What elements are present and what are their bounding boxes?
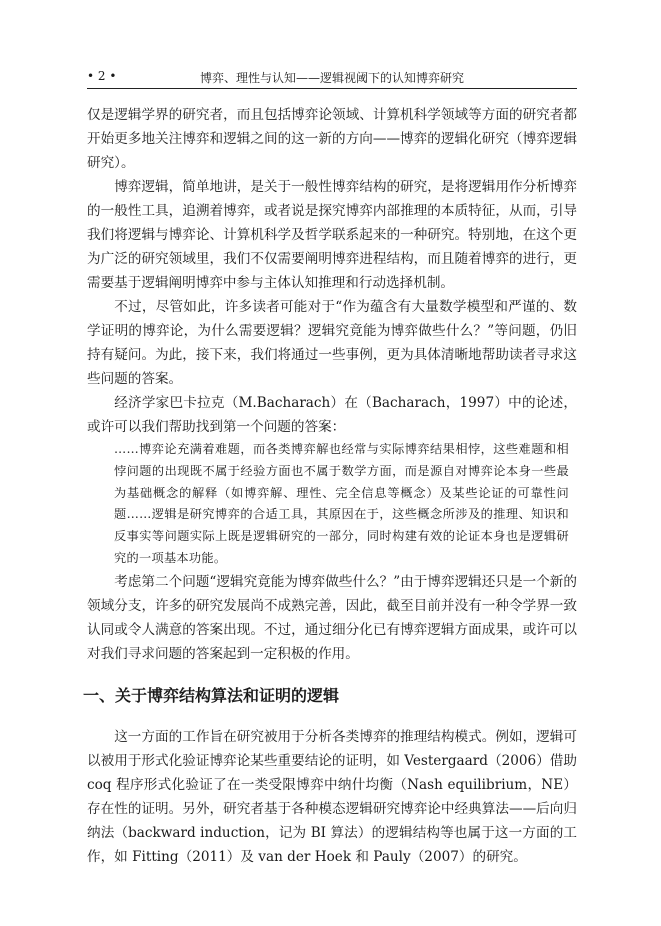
paragraph-section-one: 这一方面的工作旨在研究被用于分析各类博弈的推理结构模式。例如，逻辑可以被用于形式化验证博弈论某些重要结论的证明，如 Vestergaard（2006）借助 coq 程序形式化验证了在一类受限博弈中纳什均衡（Nash equilibrium，NE）存在性的证明。另外，研究者基于各种模态逻辑研究博弈论中经典算法——后向归纳法（backward induction，记为 BI 算法）的逻辑结构等也属于这一方面的工作，如 Fitting（2011）及 van der Hoek 和 Pauly（2007）的研究。 [87, 728, 577, 865]
page-header [87, 66, 577, 89]
body-text [83, 103, 577, 869]
section-heading: 一、关于博弈结构算法和证明的逻辑 [83, 685, 340, 705]
page-number: • 2 • [87, 69, 117, 83]
running-title: 博弈、理性与认知——逻辑视阈下的认知博弈研究 [199, 71, 464, 85]
paragraph-reader-questions: 不过，尽管如此，许多读者可能对于“作为蕴含有大量数学模型和严谨的、数学证明的博弈论，为什么需要逻辑？逻辑究竟能为博弈做些什么？”等问题，仍旧持有疑问。为此，接下来，我们将通过一些事例，更为具体清晰地帮助读者寻求这些问题的答案。 [87, 299, 577, 387]
block-quote-bacharach: ……博弈论充满着难题，而各类博弈解也经常与实际博弈结果相悖，这些难题和相悖问题的出现既不属于经验方面也不属于数学方面，而是源自对博弈论本身一些最为基础概念的解释（如博弈解、理性、完全信息等概念）及某些论证的可靠性问题……逻辑是研究博弈的合适工具，其原因在于，这些概念所涉及的推理、知识和反事实等问题实际上既是逻辑研究的一部分，同时构建有效的论证本身也是逻辑研究的一项基本功能。 [114, 442, 569, 565]
paragraph-second-question: 考虑第二个问题“逻辑究竟能为博弈做些什么？”由于博弈逻辑还只是一个新的领域分支，许多的研究发展尚不成熟完善，因此，截至目前并没有一种令学界一致认同或令人满意的答案出现。不过，通过细分化已有博弈逻辑方面成果，或许可以对我们寻求问题的答案起到一定积极的作用。 [87, 573, 577, 662]
paragraph-continuation: 仅是逻辑学界的研究者，而且包括博弈论领域、计算机科学领域等方面的研究者都开始更多地关注博弈和逻辑之间的这一新的方向——博弈的逻辑化研究（博弈逻辑研究）。 [87, 107, 577, 171]
paragraph-game-logic-definition: 博弈逻辑，简单地讲，是关于一般性博弈结构的研究，是将逻辑用作分析博弈的一般性工具，追溯着博弈，或者说是探究博弈内部推理的本质特征，从而，引导我们将逻辑与博弈论、计算机科学及哲学联系起来的一种研究。特别地，在这个更为广泛的研究领域里，我们不仅需要阐明博弈进程结构，而且随着博弈的进行，更需要基于逻辑阐明博弈中参与主体认知推理和行动选择机制。 [87, 179, 577, 291]
paragraph-bacharach-intro: 经济学家巴卡拉克（M.Bacharach）在（Bacharach，1997）中的论述，或许可以我们帮助找到第一个问题的答案： [87, 395, 577, 435]
